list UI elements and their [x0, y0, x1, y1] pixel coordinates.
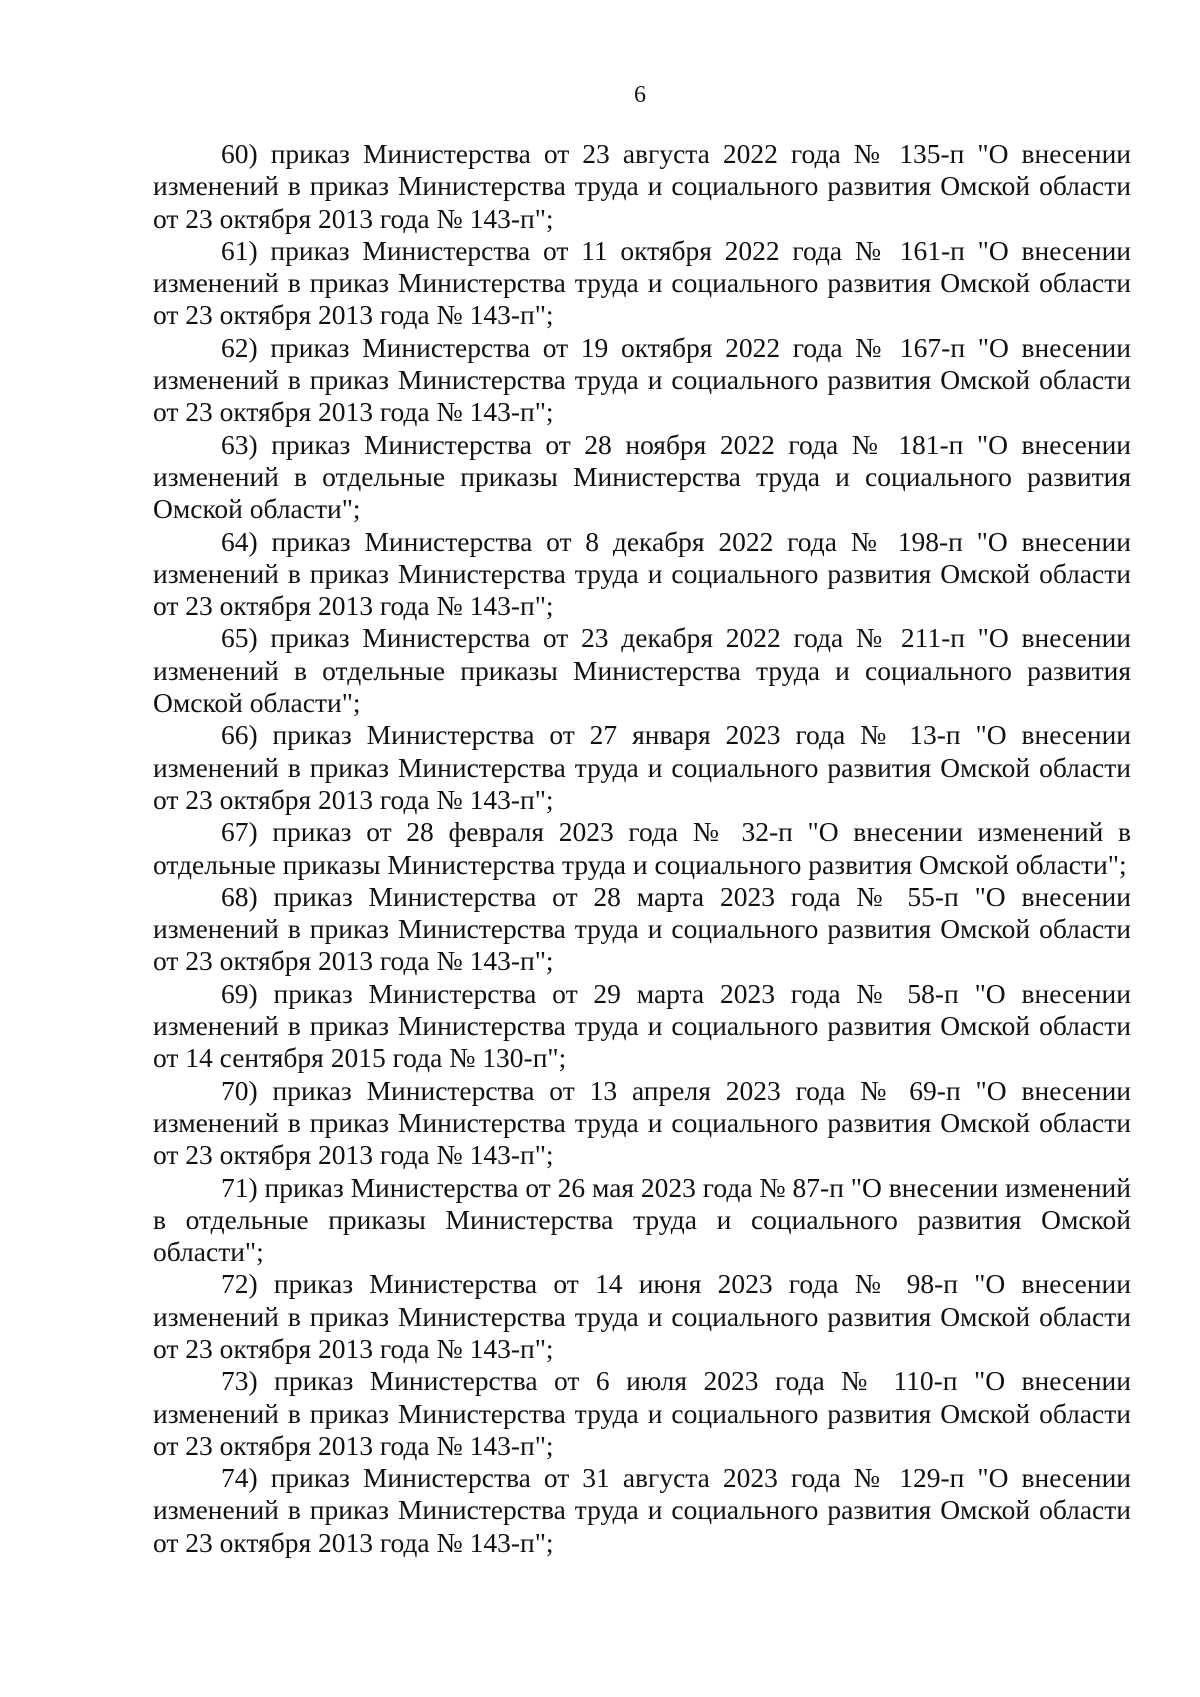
list-item: 61) приказ Министерства от 11 октября 2022 года № 161-п "О внесении изменений в приказ Министерства труда и социального развития Омской области от 23 октября 2013 года № 143-п"; — [153, 234, 1131, 331]
list-item: 64) приказ Министерства от 8 декабря 2022 года № 198-п "О внесении изменений в приказ Министерства труда и социального развития Омской области от 23 октября 2013 года № 143-п"; — [153, 525, 1131, 622]
list-item: 70) приказ Министерства от 13 апреля 2023 года № 69-п "О внесении изменений в приказ Министерства труда и социального развития Омской области от 23 октября 2013 года № 143-п"; — [153, 1074, 1131, 1171]
list-item: 71) приказ Министерства от 26 мая 2023 года № 87-п "О внесении изменений в отдельные приказы Министерства труда и социального развития Омской области"; — [153, 1171, 1131, 1268]
list-item: 69) приказ Министерства от 29 марта 2023 года № 58-п "О внесении изменений в приказ Министерства труда и социального развития Омской области от 14 сентября 2015 года № 130-п"; — [153, 977, 1131, 1074]
order-list — [153, 138, 1131, 1559]
list-item: 73) приказ Министерства от 6 июля 2023 года № 110-п "О внесении изменений в приказ Министерства труда и социального развития Омской области от 23 октября 2013 года № 143-п"; — [153, 1365, 1131, 1461]
list-item: 68) приказ Министерства от 28 марта 2023 года № 55-п "О внесении изменений в приказ Министерства труда и социального развития Омской области от 23 октября 2013 года № 143-п"; — [153, 880, 1131, 977]
list-item: 65) приказ Министерства от 23 декабря 2022 года № 211-п "О внесении изменений в отдельные приказы Министерства труда и социального развития Омской области"; — [153, 622, 1131, 719]
list-item: 66) приказ Министерства от 27 января 2023 года № 13-п "О внесении изменений в приказ Министерства труда и социального развития Омской области от 23 октября 2013 года № 143-п"; — [153, 719, 1131, 815]
list-item: 67) приказ от 28 февраля 2023 года № 32-п "О внесении изменений в отдельные приказы Министерства труда и социального развития Омской области"; — [153, 816, 1131, 880]
list-item: 62) приказ Министерства от 19 октября 2022 года № 167-п "О внесении изменений в приказ Министерства труда и социального развития Омской области от 23 октября 2013 года № 143-п"; — [153, 331, 1131, 428]
list-item: 74) приказ Министерства от 31 августа 2023 года № 129-п "О внесении изменений в приказ Министерства труда и социального развития Омской области от 23 октября 2013 года № 143-п"; — [153, 1462, 1131, 1558]
list-item: 63) приказ Министерства от 28 ноября 2022 года № 181-п "О внесении изменений в отдельные приказы Министерства труда и социального развития Омской области"; — [153, 428, 1131, 525]
list-item: 72) приказ Министерства от 14 июня 2023 года № 98-п "О внесении изменений в приказ Министерства труда и социального развития Омской области от 23 октября 2013 года № 143-п"; — [153, 1268, 1131, 1364]
page-number: 6 — [634, 82, 646, 108]
list-item: 60) приказ Министерства от 23 августа 2022 года № 135-п "О внесении изменений в приказ Министерства труда и социального развития Омской области от 23 октября 2013 года № 143-п"; — [153, 138, 1131, 234]
